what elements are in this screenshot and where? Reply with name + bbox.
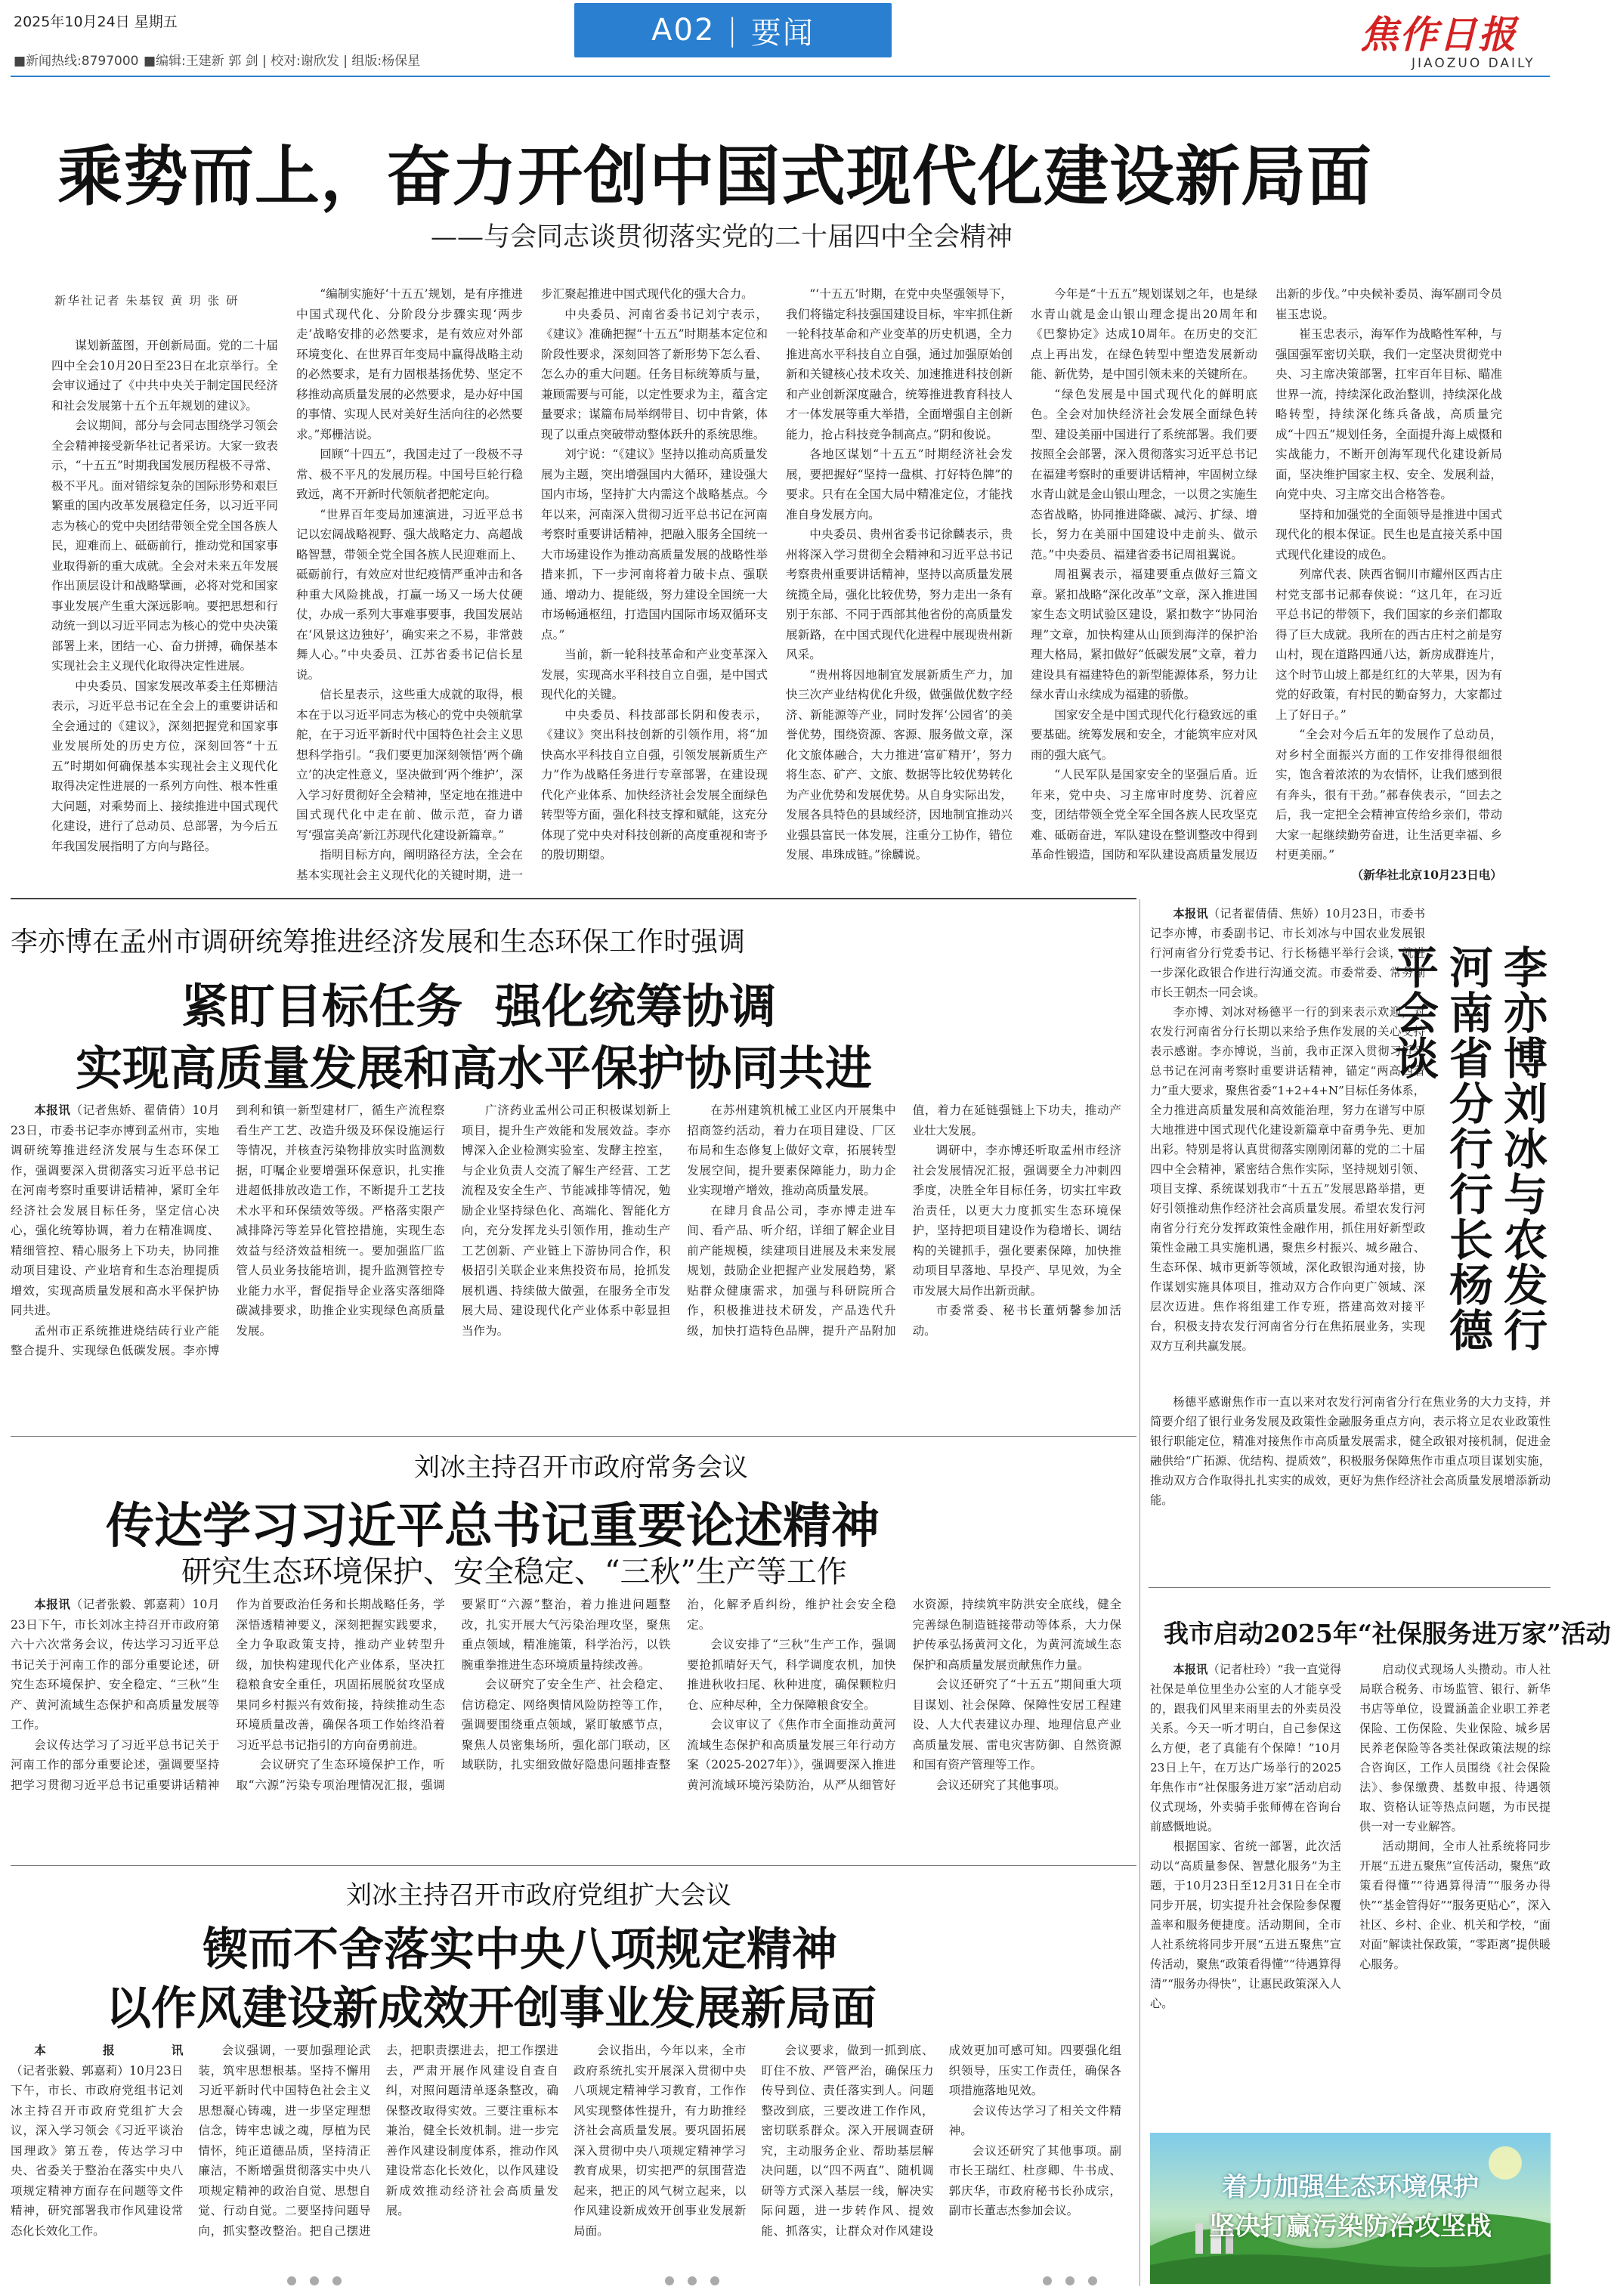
story1-paragraph: 在苏州建筑机械工业区内开展集中招商签约活动，着力在项目建设、厂区布局和生态修复上做好文章，拓展转型发展空间，提升要素保障能力，助力企业实现增产增效，推动高质量发展。 (687, 1103, 896, 1197)
story2-paragraph: 会议还研究了其他事项。 (935, 1778, 1066, 1792)
story2-kicker: 刘冰主持召开市政府常务会议 (414, 1453, 748, 1483)
footer-dot (665, 2276, 674, 2285)
lead-paragraph: 中央委员、国家发展改革委主任郑栅洁表示，习近平总书记在全会上的重要讲话和全会通过的《建议》，深刻把握党和国家事业发展所处的历史方位，深刻回答“十五五”时期如何确保基本实现社会主义现代化取得决定性进展的一系列方向性、根本性重大问题，对乘势而上、接续推进中国式现代化建设，进行了总动员、总部署，为今后五年我国发展指明了方向与路径。 (51, 679, 278, 853)
masthead (0, 0, 1560, 82)
footer-dot (332, 2276, 342, 2285)
story3-kicker: 刘冰主持召开市政府党组扩大会议 (346, 1880, 731, 1911)
issue-date: 2025年10月24日 星期五 (14, 14, 178, 30)
lead-paragraph: “编制实施好‘十五五’规划，是有序推进中国式现代化、分阶段分步骤实现‘两步走’战略安排的必然要求，是有效应对外部环境变化、在世界百年变局中赢得战略主动的必然要求，是有力固根基扬优势、坚定不移推动高质量发展的必然要求，是办好中国的事情、实现人民对美好生活向往的必然要求。”郑栅洁说。 (296, 287, 523, 441)
story1-headline-1: 紧盯目标任务 强化统筹协调 (181, 979, 777, 1034)
side-paragraph: 杨德平感谢焦作市一直以来对农发行河南省分行在焦业务的大力支持，并简要介绍了银行业务发展及政策性金融服务重点方向，表示将立足农业政策性银行职能定位，精准对接焦作市高质量发展需求，健全政银对接机制，促进金融供给“广拓源、优结构、提质效”，积极服务保障焦作市重点项目谋划实施，推动双方合作取得扎扎实实的成效，更好为焦作经济社会高质量发展增添新动能。 (1150, 1395, 1551, 1507)
edition-banner (574, 3, 892, 57)
lead-paragraph: 中央委员、贵州省委书记徐麟表示，贵州将深入学习贯彻全会精神和习近平总书记考察贵州重要讲话精神，坚持以高质量发展统揽全局，强化比较优势，努力走出一条有别于东部、不同于西部其他省份的高质量发展新路，在中国式现代化进程中展现贵州新风采。 (786, 528, 1013, 661)
right-column-divider (1139, 899, 1140, 2286)
lead-paragraph-0: 谋划新蓝图，开创新局面。党的二十届四中全会10月20日至23日在北京举行。全会审议通过了《中共中央关于制定国民经济和社会发展第十五个五年规划的建议》。 (51, 339, 278, 413)
footer-dot (1065, 2276, 1075, 2285)
side-paragraph: 李亦博、刘冰对杨德平一行的到来表示欢迎，对农发行河南省分行长期以来给予焦作发展的关心支持表示感谢。李亦博说，当前，我市正深入贯彻习近平总书记在河南考察时重要讲话精神，锚定“两高四着力”重大要求，聚焦省委“1+2+4+N”目标任务体系，全力推进高质量发展和高效能治理，努力在谱写中原大地推进中国式现代化建设新篇章中奋勇争先、更加出彩。特别是将认真贯彻落实刚刚闭幕的党的二十届四中全会精神，紧密结合焦作实际，坚持规划引领、项目支撑、系统谋划我市“十五五”发展思路举措，更好引领推动焦作经济社会高质量发展。希望农发行河南省分行充分发挥政策性金融作用，抓住用好新型政策性金融工具实施机遇，聚焦乡村振兴、城乡融合、生态环保、城市更新等领域，深化政银沟通对接，协作谋划实施具体项目，推动双方合作向更广领域、深层次迈进。焦作将组建工作专班，搭建高效对接平台，积极支持农发行河南省分行在焦拓展业务，实现双方互利共赢发展。 (1150, 1005, 1425, 1353)
side-headline: 李亦博刘冰与农发行河南省分行行长杨德平会谈 (1387, 945, 1548, 1353)
lead-paragraph: 指明目标方向，阐明路径方法，全会在基本实现社会主义现代化的关键时期，进一步汇聚起推进中国式现代化的强大合力。 (296, 287, 753, 882)
story3-paragraph: 会议强调，一要加强理论武装，筑牢思想根基。坚持不懈用习近平新时代中国特色社会主义思想凝心铸魂，进一步坚定理想信念，铸牢忠诚之魂，厚植为民情怀，纯正道德品质，坚持清正廉洁，不断增强贯彻落实中央八项规定精神的政治自觉、思想自觉、行动自觉。二要坚持问题导向，抓实整改整治。把自己摆进去，把职责摆进去，把工作摆进去，严肃开展作风建设自查自纠，对照问题清单逐条整改，确保整改取得实效。三要注重标本兼治，健全长效机制。进一步完善作风建设制度体系，推动作风建设常态化长效化，以作风建设新成效推动经济社会高质量发展。 (198, 2044, 558, 2238)
story3-headline-1: 锲而不舍落实中央八项规定精神 (203, 1923, 837, 1976)
edition-number: A02 (651, 13, 716, 48)
story1-paragraph: 10月23日，市委书记李亦博到孟州市，实地调研统筹推进经济发展与生态环保工作，强调要深入贯彻落实习近平总书记在河南考察时重要讲话精神，紧盯全年经济社会发展目标任务，坚定信心决心，强化统筹协调，着力在精准调度、精细管控、精心服务上下功夫，协同推动项目建设、产业培育和生态治理提质增效，实现高质量发展和高水平保护协同共进。 (11, 1103, 220, 1317)
story2-paragraph: 会议还研究了“十五五”期间重大项目谋划、社会保障、保障性安居工程建设、人大代表建议办理、地理信息产业高质量发展、雷电灾害防御、自然资源和国有资产管理等工作。 (912, 1678, 1121, 1772)
story1-paragraph: 在肆月食品公司，李亦博走进车间、看产品、听介绍，详细了解企业目前产能规模，续建项目进展及未来发展规划，鼓励企业把握产业发展趋势，紧贴群众健康需求，加强与科研院所合作，积极推进技术研发，产品迭代升级，加快打造特色品牌，提升产品附加值，着力在延链强链上下功夫，推动产业壮大发展。 (687, 1103, 1121, 1338)
lead-byline: 新华社记者 朱基钗 黄 玥 张 研 (54, 294, 240, 308)
lead-paragraph: 崔玉忠表示，海军作为战略性军种，与强国强军密切关联，我们一定坚决贯彻党中央、习主席决策部署，扛牢百年目标、瞄准世界一流，持续深化政治整训，持续深化战略转型，持续深化练兵备战，高质量完成“十四五”规划任务，全面提升海上威慑和实战能力，不断开创海军现代化建设新局面，坚决维护国家主权、安全、发展利益，向党中央、习主席交出合格答卷。 (1276, 327, 1502, 501)
footer-dot (287, 2276, 296, 2285)
story2-paragraph: 会议安排了“三秋”生产工作，强调要抢抓晴好天气，科学调度农机，加快推进秋收扫尾、秋种进度，确保颗粒归仓、应种尽种，全力保障粮食安全。 (687, 1638, 896, 1712)
story2-bottom-rule (11, 1865, 1136, 1866)
lead-paragraph: “贵州将因地制宜发展新质生产力，加快三次产业结构优化升级，做强做优数字经济、新能源等产业，同时发挥‘公园省’的美誉优势，围绕资源、客源、服务做文章，深化文旅体融合，大力推进‘富矿精开’，努力将生态、矿产、文旅、数据等比较优势转化为产业优势和发展优势。从自身实际出发，发展各具特色的县域经济，因地制宜推动兴业强县富民一体发展，注重分工协作，错位发展、串珠成链。”徐麟说。 (786, 667, 1013, 862)
story3-paragraph: 会议指出，今年以来，全市政府系统扎实开展深入贯彻中央八项规定精神学习教育，工作作风实现整体性提升，有力助推经济社会高质量发展。要巩固拓展深入贯彻中央八项规定精神学习教育成果，切实把严的氛围营造起来，把正的风气树立起来，以作风建设新成效开创事业发展新局面。 (573, 2044, 747, 2238)
story3-paragraph: 会议还研究了其他事项。副市长王瑞红、杜彦卿、牛书成、郭庆华，市政府秘书长孙成宗，副市长董志杰参加会议。 (948, 2143, 1121, 2217)
lead-subtitle: ——与会同志谈贯彻落实党的二十届四中全会精神 (431, 222, 1013, 252)
lead-paragraph: 今年是“十五五”规划谋划之年，也是绿水青山就是金山银山理念提出20周年和《巴黎协定》达成10周年。在历史的交汇点上再出发，在绿色转型中塑造发展新动能、新优势，是中国引领未来的关键所在。 (1031, 287, 1257, 381)
side-article-body (1150, 904, 1425, 1392)
story3-byline: 本报讯 (34, 2043, 184, 2057)
eco-banner-line-1: 着力加强生态环境保护 (1222, 2172, 1479, 2202)
story1-reporters: （记者焦娇、翟倩倩） (70, 1103, 193, 1117)
story1-kicker: 李亦博在孟州市调研统筹推进经济发展和生态环保工作时强调 (11, 927, 746, 958)
story2-paragraph: 会议研究了生态环境保护工作，听取“六源”污染专项治理情况汇报，强调要紧盯“六源”整治，着力推进问题整改，扎实开展大气污染治理攻坚，聚焦重点领域，精准施策，科学治污，以铁腕重拳推进生态环境质量持续改善。 (236, 1598, 671, 1792)
story4-top-rule (1149, 1587, 1551, 1588)
lead-paragraph: 坚持和加强党的全面领导是推进中国式现代化的根本保证。民生也是直接关系中国式现代化建设的成色。 (1276, 507, 1502, 562)
lead-paragraph: 列席代表、陕西省铜川市耀州区西古庄村党支部书记郝春侠说：“这几年，在习近平总书记的带领下，我们国家的乡亲们都取得了巨大成就。我所在的西古庄村之前是穷山村，现在道路四通八达，新房成群连片，这个时节山坡上都是红红的大苹果，因为有党的好政策，有村民的勤奋努力，大家都过上了好日子。” (1276, 568, 1502, 722)
story4-paragraph: 活动期间，全市人社系统将同步开展“五进五聚焦”宣传活动，聚焦“政策看得懂”“待遇算得清”“服务办得快”“基金管得好”“服务更贴心”，深入社区、乡村、企业、机关和学校，“面对面”解读社保政策，“零距离”提供暖心服务。 (1359, 1840, 1551, 1971)
story2-paragraph: 会议传达学习了习近平总书记关于河南工作的部分重要论述，强调要坚持把学习贯彻习近平总书记重要讲话精神作为首要政治任务和长期战略任务，学深悟透精神要义，深刻把握实践要求，全力争取政策支持，推动产业转型升级，加快构建现代化产业体系，坚决扛稳粮食安全重任，巩固拓展脱贫攻坚成果同乡村振兴有效衔接，持续推动生态环境质量改善，确保各项工作始终沿着习近平总书记指引的方向奋勇前进。 (11, 1598, 445, 1792)
story2-paragraph: 10月23日下午，市长刘冰主持召开市政府第六十六次常务会议，传达学习习近平总书记关于河南工作的部分重要论述，研究生态环境保护、安全稳定、“三秋”生产、黄河流域生态保护和高质量发展等工作。 (11, 1598, 220, 1731)
masthead-rule (11, 76, 1550, 77)
lead-paragraph: 刘宁说：“《建议》坚持以推动高质量发展为主题，突出增强国内大循环，建设强大国内市场，坚持扩大内需这个战略基点。今年以来，河南深入贯彻习近平总书记在河南考察时重要讲话精神，把融入服务全国统一大市场建设作为推动高质量发展的战略性举措来抓，下一步河南将着力破卡点、强联通、增动力、提能级，努力建设全国统一大市场畅通枢纽，打造国内国际市场双循环支点。” (541, 447, 768, 642)
lead-paragraph: “全会对今后五年的发展作了总动员，对乡村全面振兴方面的工作安排得很细很实，饱含着浓浓的为农情怀，让我们感到很有奔头，很有干劲。”郝春侠表示，“回去之后，我一定把全会精神宣传给乡亲们，带动大家一起继续勤劳奋进，让生活更幸福、乡村更美丽。” (1276, 728, 1502, 862)
footer-dot (310, 2276, 319, 2285)
editor-credits: ■编辑:王建新 郭 剑 | 校对:谢欣发 | 组版:杨保星 (144, 54, 421, 69)
side-article-continued (1150, 1392, 1551, 1581)
story2-headline: 传达学习习近平总书记重要论述精神 (106, 1498, 880, 1555)
side-byline: 本报讯 (1173, 907, 1208, 921)
side-reporters: （记者翟倩倩、焦娇） (1207, 907, 1325, 921)
lead-paragraph: “世界百年变局加速演进，习近平总书记以宏阔战略视野、强大战略定力、高超战略智慧，带领全党全国各族人民迎难而上、砥砺前行，有效应对世纪疫情严重冲击和各种重大风险挑战，打赢一场又一场大仗硬仗，办成一系列大事难事要事，我国发展站在‘风景这边独好’，确实来之不易，非常鼓舞人心。”中央委员、江苏省委书记信长星说。 (296, 507, 523, 682)
story3-article-body (11, 2041, 1121, 2267)
lead-paragraph: “‘十五五’时期，在党中央坚强领导下，我们将锚定科技强国建设目标，牢牢抓住新一轮科技革命和产业变革的历史机遇，全力推进高水平科技自立自强，通过加强原始创新和关键核心技术攻关、加速推进科技创新和产业创新深度融合，统筹推进教育科技人才一体发展等重大举措，全面增强自主创新能力，抢占科技竞争制高点。”阴和俊说。 (786, 287, 1013, 441)
story1-paragraph: 孟州市正系统推进烧结砖行业产能整合提升、实现绿色低碳发展。李亦博到利和镇一新型建材厂，循生产流程察看生产工艺、改造升级及环保设施运行等情况，并核查污染物排放实时监测数据，叮嘱企业要增强环保意识，扎实推进超低排放改造工作，不断提升工艺技术水平和环保绩效等级。严格落实限产减排降污等差异化管控措施，实现生态效益与经济效益相统一。要加强监厂监管人员业务技能培训，提升监测管控专业能力水平，督促指导企业落实落细降碳减排要求，助推企业实现绿色高质量发展。 (11, 1103, 445, 1357)
eco-banner (1150, 2133, 1551, 2284)
lead-credit: （新华社北京10月23日电） (1351, 867, 1502, 882)
story3-paragraph: 10月23日下午，市长、市政府党组书记刘冰主持召开市政府党组扩大会议，深入学习领会《习近平谈治国理政》第五卷，传达学习中央、省委关于整治在落实中央八项规定精神方面存在问题等文件精神，研究部署我市作风建设常态化长效化工作。 (11, 2063, 184, 2238)
lead-bottom-rule (11, 898, 1136, 899)
story4-paragraph: “我一直觉得社保是单位里坐办公室的人才能享受的，跟我们风里来雨里去的外卖员没关系。今天一听才明白，自己参保这么方便，老了真能有个保障！”10月23日上午，在万达广场举行的2025年焦作市“社保服务进万家”活动启动仪式现场，外卖骑手张师傅在咨询台前感慨地说。 (1150, 1663, 1342, 1833)
story4-article-body (1150, 1660, 1551, 2125)
footer-dot (1043, 2276, 1052, 2285)
newspaper-logo-en: JIAOZUO DAILY (1412, 56, 1535, 71)
story1-paragraph: 调研中，李亦博还听取孟州市经济社会发展情况汇报，强调要全力冲刺四季度，决胜全年目标任务，切实扛牢政治责任，以更大力度抓实生态环境保护，坚持把项目建设作为稳增长、调结构的关键抓手，强化要素保障，加快推动项目早落地、早投产、早见效，为全市发展大局作出新贡献。 (912, 1143, 1121, 1298)
news-hotline: ■新闻热线:8797000 (14, 54, 139, 69)
story2-reporters: （记者张毅、郭嘉莉） (70, 1598, 193, 1611)
story4-byline: 本报讯 (1173, 1663, 1208, 1676)
lead-paragraph: 国家安全是中国式现代化行稳致远的重要基础。统筹发展和安全，才能筑牢应对风雨的强大底气。 (1031, 707, 1257, 762)
story3-headline-2: 以作风建设新成效开创事业发展新局面 (106, 1982, 877, 2035)
page-footer-dots (287, 2273, 1269, 2288)
story4-headline: 我市启动2025年“社保服务进万家”活动 (1164, 1619, 1611, 1648)
footer-dot (688, 2276, 697, 2285)
edition-section: 要闻 (750, 15, 815, 51)
lead-paragraph: 周祖翼表示，福建要重点做好三篇文章。紧扣战略“深化改革”文章，深入推进国家生态文明试验区建设，紧扣数字“协同治理”文章，加快构建从山顶到海洋的保护治理大格局，紧扣做好“低碳发展”文章，着力建设具有福建特色的新型能源体系，努力让绿水青山永续成为福建的骄傲。 (1031, 568, 1257, 701)
lead-paragraph: 信长星表示，这些重大成就的取得，根本在于以习近平同志为核心的党中央领航掌舵，在于习近平新时代中国特色社会主义思想科学指引。“我们要更加深刻领悟‘两个确立’的决定性意义，坚决做到‘两个维护’，深入学习好贯彻好全会精神，坚定地在推进中国式现代化中走在前、做示范，奋力谱写‘强富美高’新江苏现代化建设新篇章。” (296, 688, 523, 842)
side-paragraph: 10月23日，市委书记李亦博，市委副书记、市长刘冰与中国农业发展银行河南省分行党委书记、行长杨德平举行会谈，就进一步深化政银合作进行沟通交流。市委常委、常务副市长王朝杰一同会谈。 (1150, 907, 1426, 999)
lead-paragraph: “人民军队是国家安全的坚强后盾。近年来，党中央、习主席审时度势、沉着应变，团结带领全党全军全国各族人民攻坚克难、砥砺奋进，军队建设在整训整改中得到革命性锻造，国防和军队建设高质量发展迈出新的步伐。”中央候补委员、海军副司令员崔玉忠说。 (1031, 287, 1502, 862)
lead-paragraph: 当前，新一轮科技革命和产业变革深入发展，实现高水平科技自立自强，是中国式现代化的关键。 (541, 648, 768, 701)
story1-paragraph: 广济药业孟州公司正积极谋划新上项目，提升生产效能和发展效益。李亦博深入企业检测实验室、发酵主控室，与企业负责人交流了解生产经营、工艺流程及安全生产、节能减排等情况，勉励企业坚持绿色化、高端化、智能化方向，充分发挥龙头引领作用，推动生产工艺创新、产业链上下游协同合作，积极招引关联企业来焦投资布局，抢抓发展机遇、持续做大做强，在服务全市发展大局、建设现代化产业体系中彰显担当作为。 (461, 1103, 671, 1338)
lead-paragraph: 中央委员、科技部部长阴和俊表示，《建议》突出科技创新的引领作用，将“加快高水平科技自立自强，引领发展新质生产力”作为战略任务进行专章部署，在建设现代化产业体系、加快经济社会发展全面绿色转型等方面，强化科技支撑和赋能，这充分体现了党中央对科技创新的高度重视和寄予的殷切期望。 (541, 707, 768, 862)
story1-article-body (11, 1100, 1121, 1430)
story3-paragraph: 会议要求，做到一抓到底、盯住不放、严管严治，确保压力传导到位、责任落实到人。问题整改到底，三要改进工作作风，密切联系群众。深入开展调查研究，主动服务企业、帮助基层解决问题，以“四不两直”、随机调研等方式深入基层一线，解决实际问题，进一步转作风、提效能、抓落实，让群众对作风建设成效更加可感可知。四要强化组织领导，压实工作责任，确保各项措施落地见效。 (761, 2044, 1121, 2238)
lead-paragraph: 会议期间，部分与会同志围绕学习领会全会精神接受新华社记者采访。大家一致表示，“十五五”时期我国发展历程极不寻常、极不平凡。面对错综复杂的国际形势和艰巨繁重的国内改革发展稳定任务，以习近平同志为核心的党中央团结带领全党全国各族人民，迎难而上、砥砺前行，推动党和国家事业取得新的重大成就。全会对未来五年发展作出顶层设计和战略擘画，必将对党和国家事业发展产生重大深远影响。要把思想和行动统一到以习近平同志为核心的党中央决策部署上来，团结一心、奋力拼搏，确保基本实现社会主义现代化取得决定性进展。 (51, 419, 278, 673)
lead-paragraph: 各地区谋划“十五五”时期经济社会发展，要把握好“坚持一盘棋、打好特色牌”的要求。只有在全国大局中精准定位，才能找准自身发展方向。 (786, 447, 1013, 521)
lead-paragraph: 回顾“十四五”，我国走过了一段极不寻常、极不平凡的发展历程。中国号巨轮行稳致远，离不开新时代领航者把舵定向。 (296, 447, 523, 501)
edition-divider: | (727, 13, 739, 48)
story1-headline-2: 实现高质量发展和高水平保护协同共进 (76, 1041, 873, 1096)
story2-paragraph: 会议审议了《焦作市全面推动黄河流域生态保护和高质量发展三年行动方案（2025-2027年）》，强调要深入推进黄河流域环境污染防治，从严从细管好水资源，持续筑牢防洪安全底线，健全完善绿色制造链接带动等体系，大力保护传承弘扬黄河文化，为黄河流域生态保护和高质量发展贡献焦作力量。 (687, 1598, 1121, 1792)
story2-subtitle: 研究生态环境保护、安全稳定、“三秋”生产等工作 (181, 1555, 847, 1589)
story4-paragraph: 根据国家、省统一部署，此次活动以“高质量参保、智慧化服务”为主题，于10月23日至12月31日在全市同步开展，切实提升社会保险参保覆盖率和服务便捷度。活动期间，全市人社系统将同步开展“五进五聚焦”宣传活动，聚焦“政策看得懂”“待遇算得清”“服务办得快”，让惠民政策深入人心。 (1150, 1840, 1341, 2010)
eco-banner-line-2: 坚决打赢污染防治攻坚战 (1209, 2211, 1492, 2242)
lead-article-body (51, 284, 1502, 889)
lead-paragraph: “绿色发展是中国式现代化的鲜明底色。全会对加快经济社会发展全面绿色转型、建设美丽中国进行了系统部署。我们要按照全会部署，深入贯彻落实习近平总书记在福建考察时的重要讲话精神，牢固树立绿水青山就是金山银山理念，一以贯之实施生态省战略，协同推进降碳、减污、扩绿、增长，努力在美丽中国建设中走前头、做示范。”中央委员、福建省委书记周祖翼说。 (1031, 387, 1257, 562)
story3-reporters: （记者张毅、郭嘉莉） (11, 2063, 130, 2078)
story1-bottom-rule (11, 1436, 1136, 1437)
story3-paragraph: 会议传达学习了相关文件精神。 (948, 2103, 1121, 2137)
story2-paragraph: 会议研究了安全生产、社会稳定、信访稳定、网络舆情风险防控等工作，强调要围绕重点领域，紧盯敏感节点，聚焦人员密集场所，强化部门联动，区域联防，扎实细致做好隐患问题排查整治，化解矛盾纠纷，维护社会安全稳定。 (461, 1598, 896, 1772)
story1-paragraph: 市委常委、秘书长董炳馨参加活动。 (912, 1304, 1121, 1338)
story4-reporters: （记者杜玲） (1207, 1663, 1278, 1676)
story4-paragraph: 启动仪式现场人头攒动。市人社局联合税务、市场监管、银行、新华书店等单位，设置涵盖企业职工养老保险、工伤保险、失业保险、城乡居民养老保险等各类社保政策法规的综合咨询区，工作人员围绕《社会保险法》、参保缴费、基数申报、待遇领取、资格认证等热点问题，为市民提供一对一专业解答。 (1359, 1663, 1551, 1833)
footer-dot (1088, 2276, 1097, 2285)
lead-paragraph: 中央委员、河南省委书记刘宁表示，《建议》准确把握“十五五”时期基本定位和阶段性要求，深刻回答了新形势下怎么看、怎么办的重大问题。任务目标统筹质与量，兼顾需要与可能，以定性要求为主，蕴含定量要求；谋篇布局举纲带目、切中肯綮，体现了以重点突破带动整体跃升的系统思维。 (541, 307, 768, 441)
lead-headline: 乘势而上，奋力开创中国式现代化建设新局面 (57, 138, 1372, 215)
story1-byline: 本报讯 (34, 1103, 71, 1117)
story2-article-body (11, 1595, 1121, 1856)
story2-byline: 本报讯 (34, 1597, 71, 1611)
newspaper-logo: 焦作日报 (1360, 12, 1517, 57)
footer-dot (710, 2276, 719, 2285)
